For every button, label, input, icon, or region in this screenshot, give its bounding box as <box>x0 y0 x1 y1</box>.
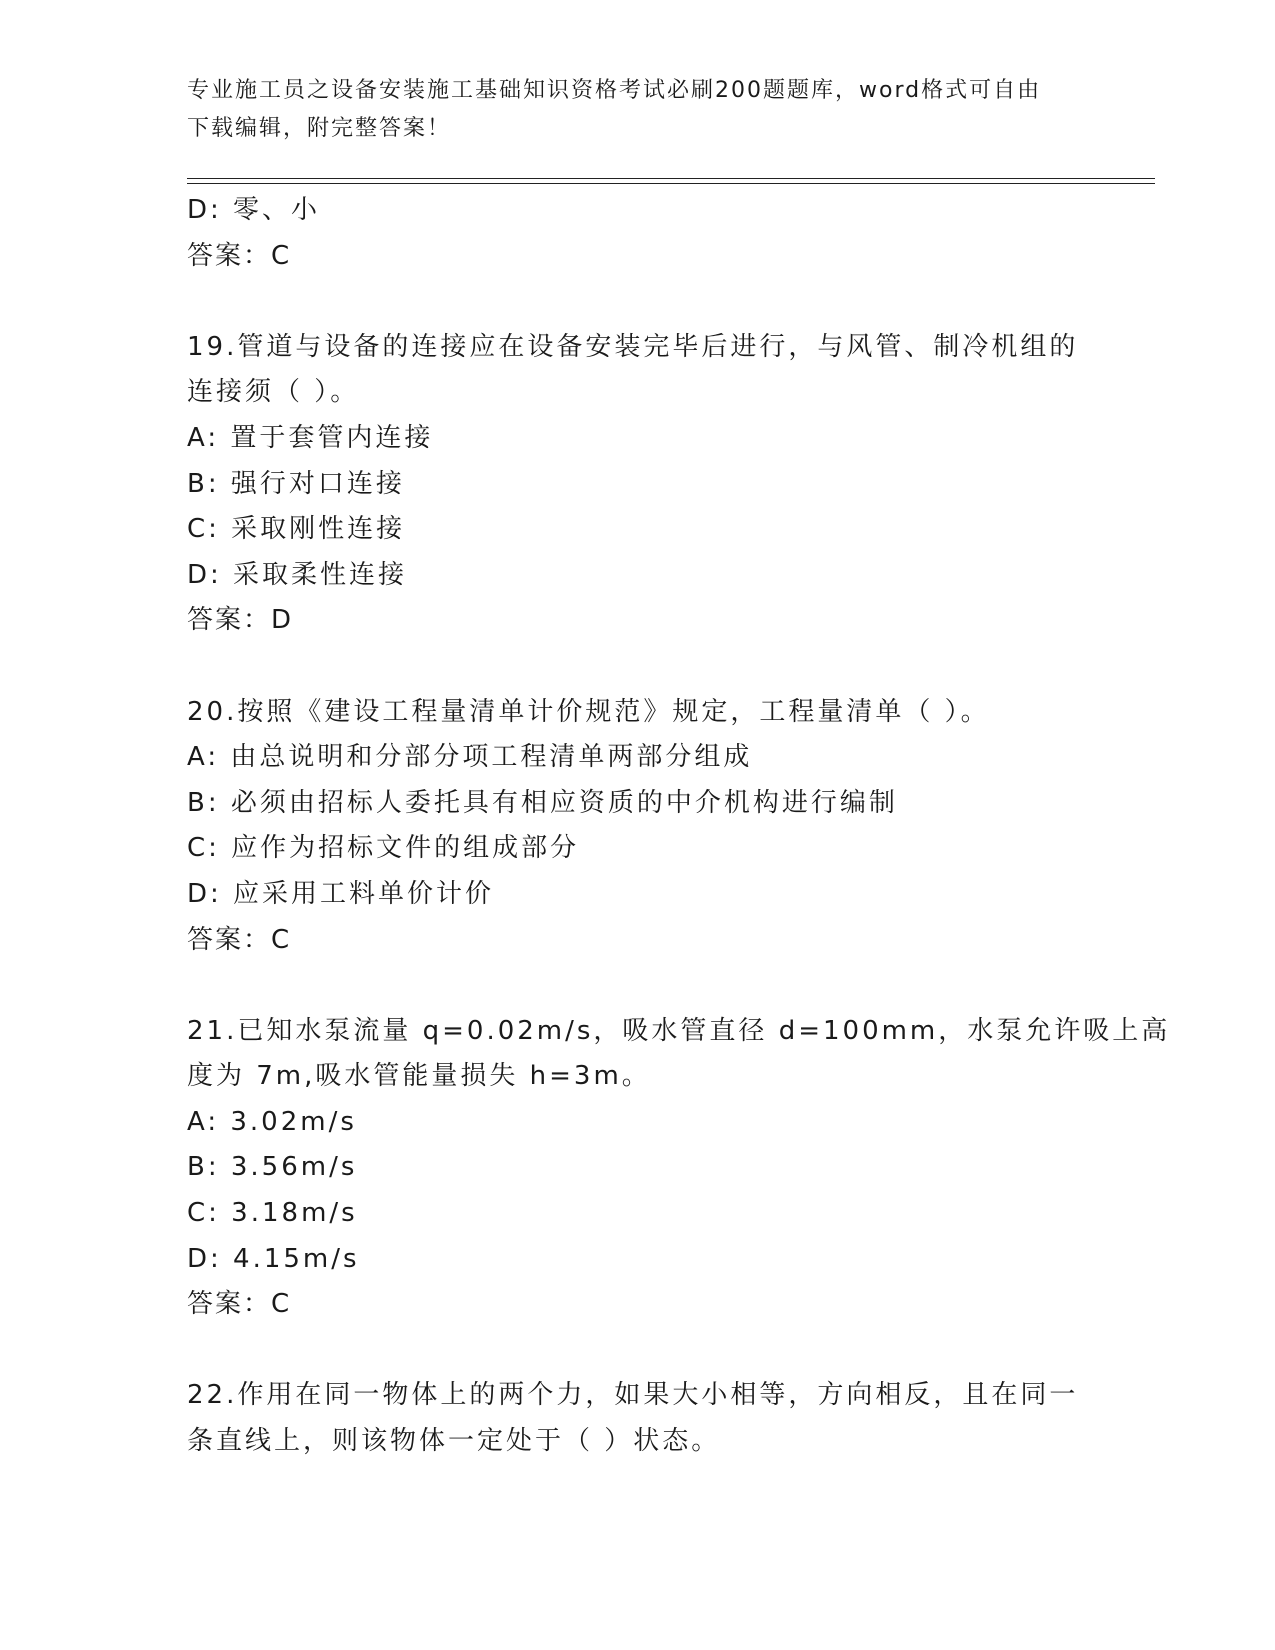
spacer <box>187 279 1087 325</box>
option-d: D: 采取柔性连接 <box>187 559 408 590</box>
answer: 答案：C <box>187 1289 292 1320</box>
question-18-tail <box>187 188 1087 279</box>
option-c: C: 采取刚性连接 <box>187 514 406 545</box>
spacer <box>187 963 1087 1009</box>
answer: 答案：C <box>187 924 292 955</box>
option-b: B: 必须由招标人委托具有相应资质的中介机构进行编制 <box>187 787 898 818</box>
header-line-2: 下载编辑，附完整答案！ <box>187 116 452 141</box>
question-22 <box>187 1373 1087 1464</box>
spacer <box>187 1328 1087 1374</box>
spacer <box>187 644 1087 690</box>
option-d: D: 4.15m/s <box>187 1243 360 1274</box>
question-20 <box>187 690 1087 964</box>
header-line-1: 专业施工员之设备安装施工基础知识资格考试必刷200题题库，word格式可自由 <box>187 78 1042 103</box>
option-d: D: 应采用工料单价计价 <box>187 878 495 909</box>
option-d: D: 零、小 <box>187 195 321 225</box>
question-text-line-1: 19.管道与设备的连接应在设备安装完毕后进行，与风管、制冷机组的 <box>187 331 1079 362</box>
option-c: C: 3.18m/s <box>187 1198 358 1229</box>
question-text-line-2: 条直线上，则该物体一定处于（ ）状态。 <box>187 1426 721 1457</box>
document-header <box>187 72 1087 148</box>
question-text-line-1: 22.作用在同一物体上的两个力，如果大小相等，方向相反，且在同一 <box>187 1380 1079 1411</box>
option-a: A: 置于套管内连接 <box>187 422 434 453</box>
question-text-line-2: 度为 7m,吸水管能量损失 h=3m。 <box>187 1061 651 1092</box>
option-a: A: 3.02m/s <box>187 1106 357 1137</box>
option-c: C: 应作为招标文件的组成部分 <box>187 833 580 864</box>
option-a: A: 由总说明和分部分项工程清单两部分组成 <box>187 742 753 773</box>
question-text-line-1: 20.按照《建设工程量清单计价规范》规定，工程量清单（ ）。 <box>187 696 990 727</box>
question-19 <box>187 325 1087 644</box>
question-text-line-2: 连接须（ ）。 <box>187 377 360 408</box>
header-divider-bottom <box>187 183 1155 184</box>
option-b: B: 强行对口连接 <box>187 468 405 499</box>
question-list <box>187 188 1171 1465</box>
header-divider-top <box>187 178 1155 179</box>
question-21 <box>187 1009 1171 1328</box>
option-b: B: 3.56m/s <box>187 1152 358 1183</box>
question-text-line-1: 21.已知水泵流量 q=0.02m/s，吸水管直径 d=100mm，水泵允许吸上高 <box>187 1015 1171 1046</box>
answer: 答案：D <box>187 605 294 636</box>
answer: 答案：C <box>187 240 292 271</box>
